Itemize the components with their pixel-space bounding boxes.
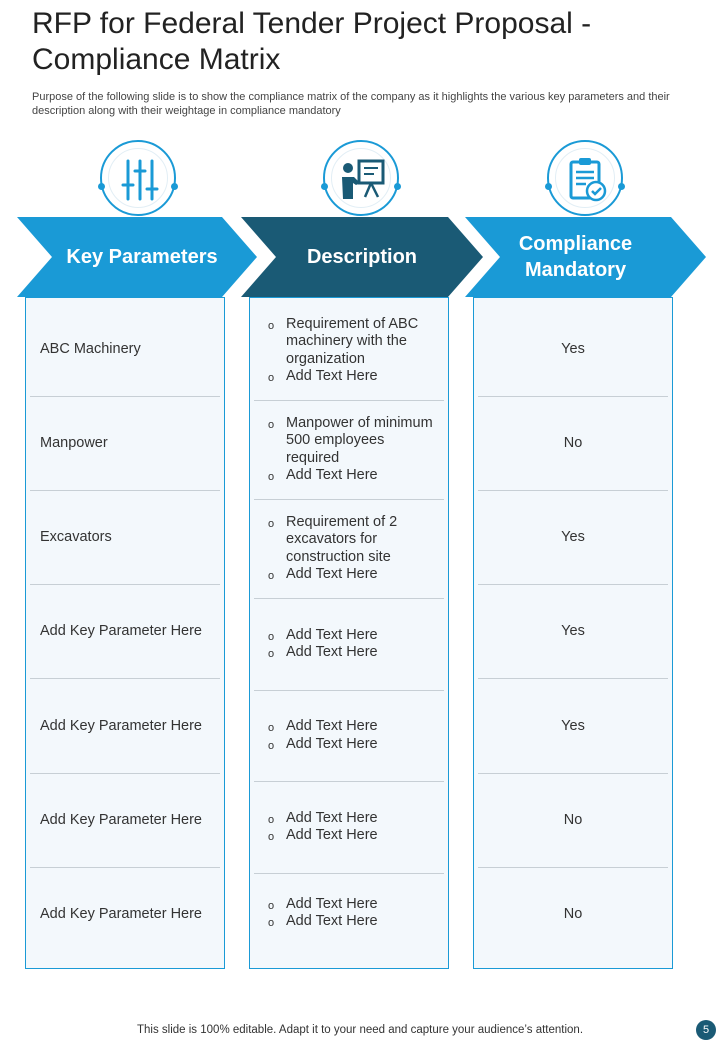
table-cell — [478, 773, 668, 868]
compliance-value: No — [563, 906, 583, 922]
page-title: RFP for Federal Tender Project Proposal - Compliance Matrix — [32, 7, 592, 76]
key-parameters-column — [25, 297, 225, 969]
table-cell: Excavators — [30, 490, 220, 585]
compliance-header — [465, 217, 706, 297]
table-cell: o Manpower of minimum 500 employees required o Add Text Here — [254, 400, 444, 500]
table-cell: Add Key Parameter Here — [40, 906, 202, 922]
clipboard-check-icon — [562, 155, 612, 205]
table-cell: Manpower — [30, 396, 220, 491]
compliance-header-label: Compliance Mandatory — [518, 233, 633, 281]
description-column — [249, 297, 449, 969]
table-cell: o Requirement of ABC machinery with the organization o Add Text Here — [254, 301, 444, 401]
compliance-value: No — [563, 812, 583, 828]
presentation-icon — [338, 155, 388, 205]
table-cell — [478, 584, 668, 679]
compliance-value: Yes — [561, 717, 585, 734]
table-cell — [478, 490, 668, 585]
table-cell: o Requirement of 2 excavators for construction site o Add Text Here — [254, 499, 444, 599]
table-cell — [478, 301, 668, 397]
description-icon-badge — [323, 140, 399, 216]
description-header — [241, 217, 483, 297]
compliance-icon-badge — [547, 140, 623, 216]
key-parameters-header-label: Key Parameters — [66, 246, 218, 268]
description-header-label: Description — [306, 246, 418, 268]
key-parameters-icon-badge — [100, 140, 176, 216]
table-cell: ABC Machinery — [30, 301, 220, 397]
compliance-value: Yes — [561, 529, 585, 545]
sliders-icon — [115, 155, 165, 205]
table-cell: Add Key Parameter Here — [30, 584, 220, 679]
footer-note: This slide is 100% editable. Adapt it to your need and capture your audience’s attention. — [136, 1024, 584, 1036]
table-cell: o Add Text Here o Add Text Here — [254, 781, 444, 874]
key-parameters-header — [17, 217, 257, 297]
table-cell — [478, 396, 668, 491]
table-cell: Add Key Parameter Here — [30, 773, 220, 868]
page-subtitle: Purpose of the following slide is to show the compliance matrix of the company as it highlights the various key parameters and their description along with their weightage in compliance mandatory — [32, 91, 670, 117]
compliance-value: Yes — [561, 340, 585, 357]
page-number: 5 — [696, 1020, 716, 1040]
table-cell: Add Key Parameter Here — [30, 678, 220, 774]
table-cell: o Add Text Here o Add Text Here — [254, 873, 444, 953]
table-cell — [478, 867, 668, 961]
compliance-column — [473, 297, 673, 969]
table-cell: o Add Text Here o Add Text Here — [254, 598, 444, 691]
table-cell — [478, 678, 668, 774]
compliance-value: Yes — [561, 623, 585, 639]
table-cell: o Add Text Here o Add Text Here — [254, 690, 444, 782]
compliance-value: No — [563, 435, 583, 451]
